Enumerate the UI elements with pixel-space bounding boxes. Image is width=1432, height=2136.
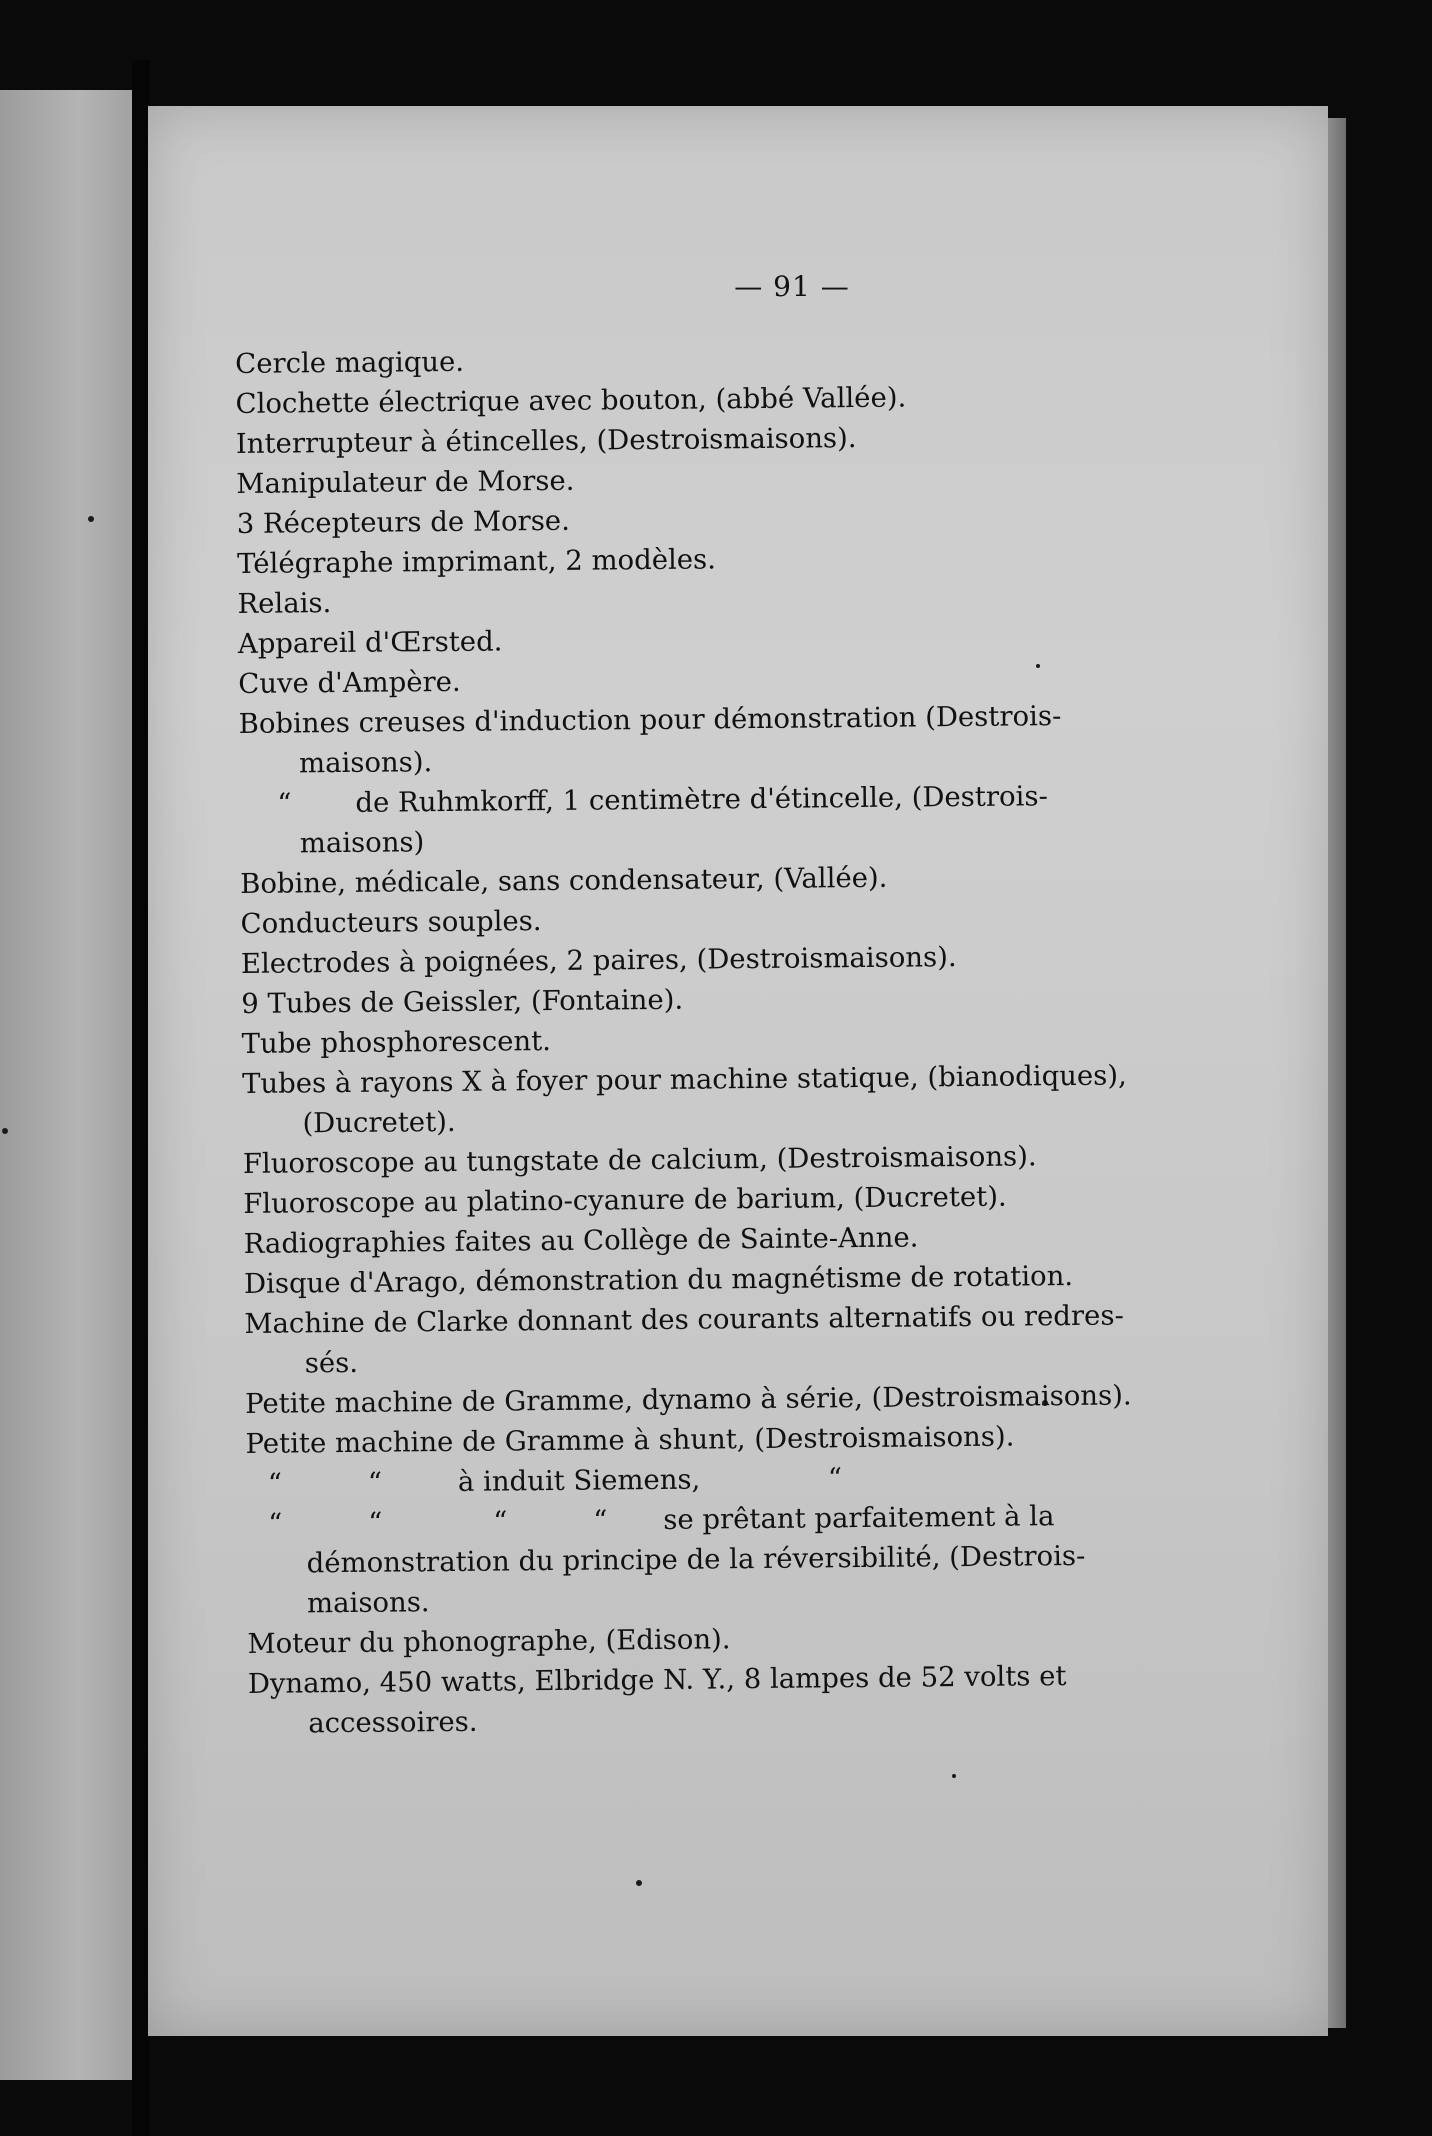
list-item: Clochette électrique avec bouton, (abbé Vallée).: [235, 381, 907, 420]
ditto-mark: “: [593, 1504, 608, 1537]
list-item: Bobines creuses d'induction pour démonstration (Destrois-: [238, 700, 1062, 740]
list-item: [239, 776, 1059, 824]
list-item: Tube phosphorescent.: [241, 1025, 552, 1060]
list-item-continuation: démonstration du principe de la réversibilité, (Destrois-: [306, 1539, 1086, 1580]
list-item: Appareil d'Œrsted.: [237, 625, 503, 660]
list-item: Interrupteur à étincelles, (Destroismaisons).: [235, 422, 857, 460]
list-item-continuation: sés.: [304, 1346, 359, 1380]
ditto-mark: “: [493, 1505, 508, 1538]
list-item: Electrodes à poignées, 2 paires, (Destroismaisons).: [240, 941, 957, 980]
list-item-text: de Ruhmkorff, 1 centimètre d'étincelle, (Destrois-: [355, 780, 1048, 819]
list-item: Fluoroscope au tungstate de calcium, (Destroismaisons).: [242, 1140, 1037, 1180]
list-item-text: à induit Siemens,: [457, 1463, 701, 1498]
list-item: 9 Tubes de Geissler, (Fontaine).: [241, 983, 684, 1020]
list-item: Dynamo, 450 watts, Elbridge N. Y., 8 lampes de 52 volts et: [247, 1660, 1067, 1700]
ditto-mark: “: [267, 1467, 283, 1500]
list-item: Relais.: [237, 587, 332, 620]
list-item: Moteur du phonographe, (Edison).: [247, 1623, 731, 1660]
list-item: Bobine, médicale, sans condensateur, (Vallée).: [240, 861, 888, 900]
list-item: Cuve d'Ampère.: [238, 665, 461, 700]
list-item: Petite machine de Gramme, dynamo à série, (Destroismaisons).: [245, 1379, 1132, 1420]
list-item-continuation: maisons): [299, 826, 425, 860]
list-item: 3 Récepteurs de Morse.: [236, 504, 571, 540]
ink-speck: [2, 1128, 8, 1134]
list-item-text: se prêtant parfaitement à la: [663, 1500, 1055, 1536]
list-item: Cercle magique.: [235, 345, 465, 380]
list-item: Disque d'Arago, démonstration du magnétisme de rotation.: [243, 1259, 1074, 1300]
ink-speck: [952, 1774, 956, 1778]
list-item-continuation: accessoires.: [308, 1705, 478, 1740]
list-item-continuation: maisons).: [298, 746, 433, 780]
list-item: Conducteurs souples.: [240, 905, 542, 940]
ditto-mark: “: [367, 1466, 383, 1499]
ditto-mark: “: [368, 1506, 383, 1539]
list-item: Télégraphe imprimant, 2 modèles.: [236, 543, 717, 580]
equipment-list: [235, 336, 1132, 1744]
ditto-mark: “: [827, 1462, 843, 1495]
ditto-mark: “: [277, 787, 292, 820]
list-item: Tubes à rayons X à foyer pour machine statique, (bianodiques),: [241, 1059, 1127, 1100]
list-item: Machine de Clarke donnant des courants alternatifs ou redres-: [244, 1299, 1124, 1340]
ink-speck: [88, 516, 94, 522]
facing-page-edge: [0, 90, 132, 2080]
list-item: Petite machine de Gramme à shunt, (Destroismaisons).: [245, 1420, 1015, 1460]
list-item-continuation: maisons.: [306, 1586, 430, 1620]
ink-speck: [636, 1880, 642, 1886]
list-item: Manipulateur de Morse.: [236, 464, 575, 500]
list-item: Fluoroscope au platino-cyanure de barium, (Ducretet).: [243, 1180, 1007, 1220]
ditto-mark: “: [268, 1507, 283, 1540]
page-number: — 91 —: [734, 270, 850, 303]
list-item-continuation: (Ducretet).: [302, 1105, 456, 1140]
list-item: Radiographies faites au Collège de Sainte-Anne.: [243, 1221, 919, 1260]
